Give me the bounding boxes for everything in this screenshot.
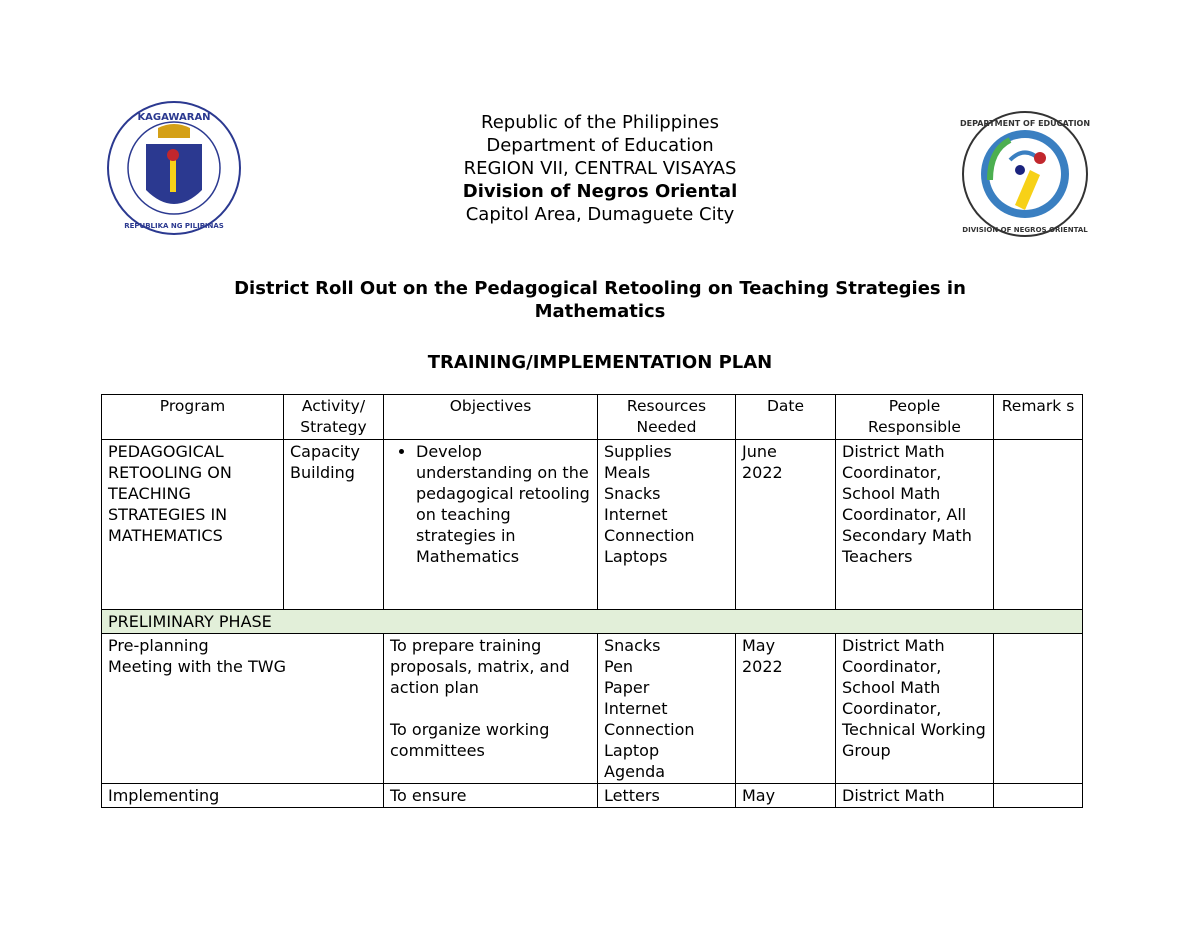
program-line: Meeting with the TWG: [108, 657, 286, 676]
resource-item: Supplies: [604, 442, 672, 461]
cell-people: District Math Coordinator, School Math Coordinator, All Secondary Math Teachers: [836, 440, 994, 610]
table-row: [102, 440, 1083, 610]
cell-date: May 2022: [736, 634, 836, 784]
cell-resources: Letters: [598, 784, 736, 808]
cell-remarks: [994, 440, 1083, 610]
table-row: [102, 784, 1083, 808]
table-header-row: [102, 395, 1083, 440]
header-remarks: Remark s: [994, 395, 1083, 440]
cell-program: Implementing: [102, 784, 384, 808]
letterhead-region: REGION VII, CENTRAL VISAYAS: [463, 158, 737, 179]
header-date: Date: [736, 395, 836, 440]
letterhead-division: Division of Negros Oriental: [462, 181, 738, 202]
letterhead-department: Department of Education: [486, 135, 714, 156]
cell-program: [102, 634, 384, 784]
cell-resources: [598, 440, 736, 610]
letterhead-address: Capitol Area, Dumaguete City: [465, 204, 735, 225]
cell-date: May: [736, 784, 836, 808]
phase-row: [102, 610, 1083, 634]
table-row: [102, 634, 1083, 784]
letterhead: [0, 111, 1200, 226]
resource-item: Snacks: [604, 484, 661, 503]
resource-item: Laptops: [604, 547, 668, 566]
objective-bullet: • Develop understanding on the pedagogical retooling on teaching strategies in Mathematics: [416, 441, 591, 567]
document-subtitle: TRAINING/IMPLEMENTATION PLAN: [427, 352, 773, 373]
program-line: Pre-planning: [108, 636, 209, 655]
resource-item: Meals: [604, 463, 651, 482]
objective-item: To prepare training proposals, matrix, and action plan: [390, 636, 570, 697]
cell-activity: Capacity Building: [284, 440, 384, 610]
svg-text:KAGAWARAN: KAGAWARAN: [137, 112, 211, 123]
resource-item: Internet Connection: [604, 699, 695, 739]
title-line-2: Mathematics: [534, 301, 666, 322]
cell-objectives: [384, 634, 598, 784]
cell-objectives: [384, 440, 598, 610]
letterhead-republic: Republic of the Philippines: [481, 112, 719, 133]
header-people: People Responsible: [836, 395, 994, 440]
cell-people: District Math Coordinator, School Math Coordinator, Technical Working Group: [836, 634, 994, 784]
resource-item: Laptop: [604, 741, 660, 760]
header-program: Program: [102, 395, 284, 440]
svg-text:REPUBLIKA NG PILIPINAS: REPUBLIKA NG PILIPINAS: [124, 222, 224, 230]
document-title: [0, 277, 1200, 323]
cell-remarks: [994, 784, 1083, 808]
cell-date: June 2022: [736, 440, 836, 610]
cell-resources: [598, 634, 736, 784]
resource-item: Snacks: [604, 636, 661, 655]
resource-item: Internet Connection: [604, 505, 695, 545]
resource-item: Agenda: [604, 762, 666, 781]
objective-item: To organize working committees: [390, 720, 550, 760]
resource-item: Paper: [604, 678, 650, 697]
title-line-1: District Roll Out on the Pedagogical Retooling on Teaching Strategies in: [234, 278, 966, 299]
phase-label: PRELIMINARY PHASE: [102, 610, 1083, 634]
implementation-plan-table: [101, 394, 1083, 808]
header-objectives: Objectives: [384, 395, 598, 440]
svg-text:DIVISION OF NEGROS ORIENTAL: DIVISION OF NEGROS ORIENTAL: [962, 226, 1088, 234]
svg-text:DEPARTMENT OF EDUCATION: DEPARTMENT OF EDUCATION: [960, 119, 1090, 128]
cell-program: PEDAGOGICAL RETOOLING ON TEACHING STRATEGIES IN MATHEMATICS: [102, 440, 284, 610]
header-resources: Resources Needed: [598, 395, 736, 440]
header-activity: Activity/ Strategy: [284, 395, 384, 440]
cell-objectives: To ensure: [384, 784, 598, 808]
resource-item: Pen: [604, 657, 634, 676]
cell-remarks: [994, 634, 1083, 784]
cell-people: District Math: [836, 784, 994, 808]
